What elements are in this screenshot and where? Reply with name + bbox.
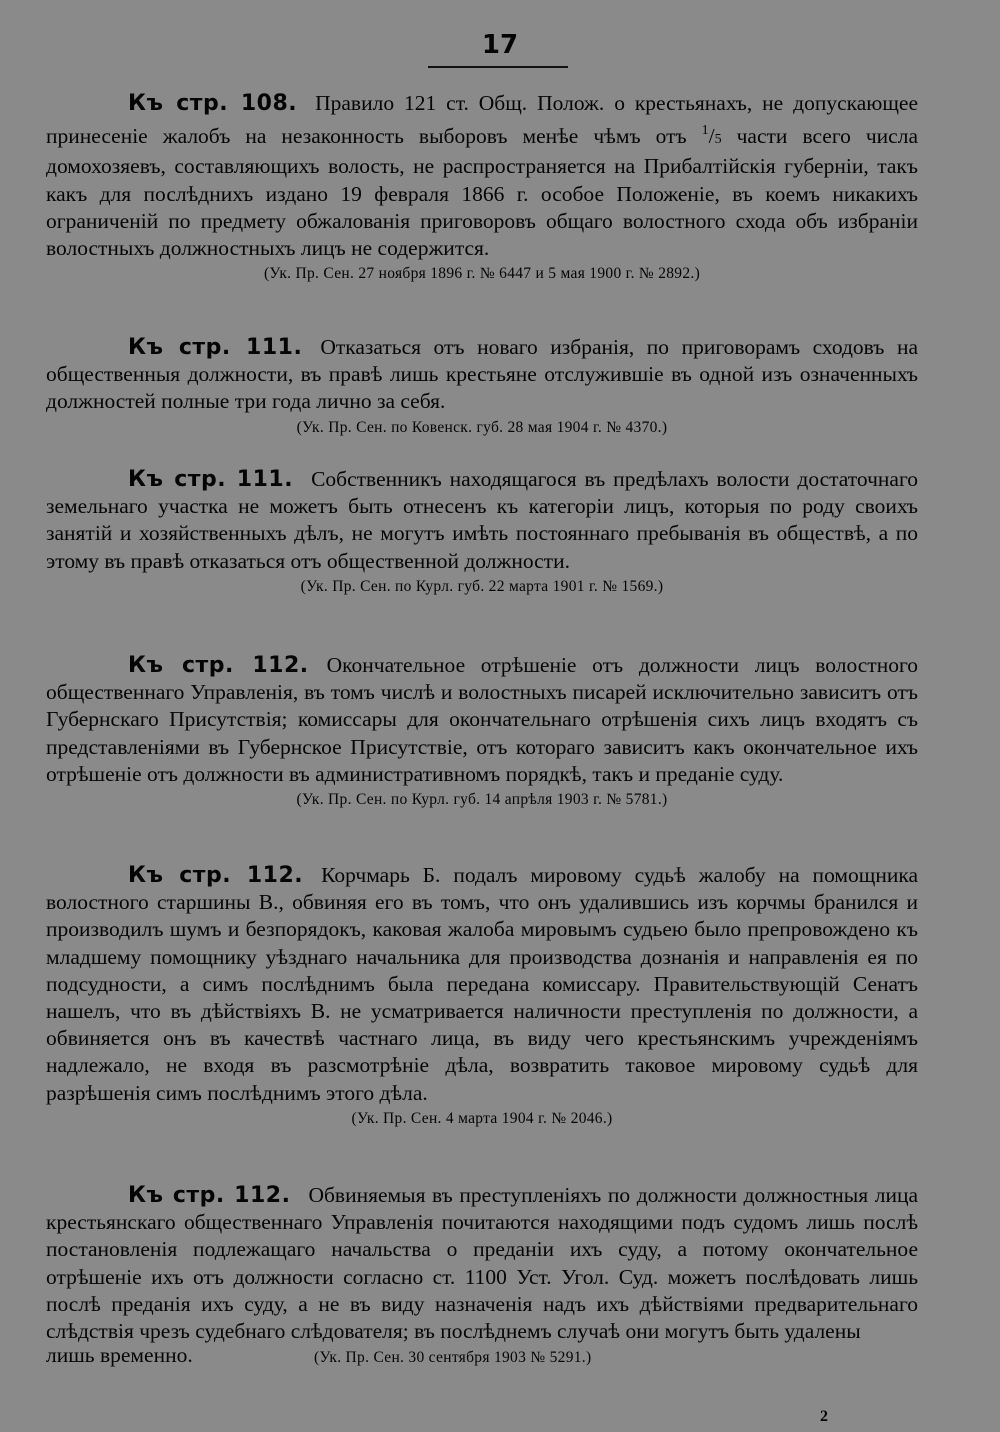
entry-1-citation: (Ук. Пр. Сен. 27 ноября 1896 г. № 6447 и 5 мая 1900 г. № 2892.) — [263, 265, 701, 283]
entry-1-body-end: части всего числа домохозяевъ, составляющихъ волость, не распространяется на Прибалтійскія губерніи, такъ какъ для послѣднихъ издано 19 февраля 1866 г. особое Положеніе, въ коемъ никакихъ ограниченій по предмету обжалованія приговоровъ общаго волостного схода объ избраніи волостныхъ должностныхъ лицъ не содержится. — [46, 124, 919, 261]
entry-6-ref: Къ стр. 112. — [128, 1183, 291, 1208]
entry-2 — [46, 334, 918, 438]
entry-5-text — [46, 862, 918, 1107]
entry-4 — [46, 652, 918, 810]
entry-4-text — [46, 652, 918, 788]
entry-3-body: Собственникъ находящагося въ предѣлахъ волости достаточнаго земельнаго участка не можетъ быть отнесенъ къ категоріи лицъ, которыя по роду своихъ занятій и хозяйственныхъ дѣлъ, не могутъ имѣть постояннаго пребыванія въ обществѣ, а по этому въ правѣ отказаться отъ общественной должности. — [46, 467, 918, 573]
entry-3-text — [46, 466, 918, 575]
entry-5-ref: Къ стр. 112. — [128, 863, 304, 888]
entry-6-last-row — [46, 1345, 918, 1372]
entry-4-citation: (Ук. Пр. Сен. по Курл. губ. 14 апрѣля 1903 г. № 5781.) — [296, 791, 668, 809]
entry-1-ref: Къ стр. 108. — [128, 91, 298, 116]
entry-5 — [46, 862, 918, 1129]
entry-5-body: Корчмарь Б. подалъ мировому судьѣ жалобу на помощника волостного старшины В., обвиняя его въ томъ, что онъ удалившись изъ корчмы бранился и производилъ шумъ и безпорядокъ, каковая жалоба мировымъ судьею было препровождено къ младшему помощнику уѣзднаго начальника для производства дознанія и направленія ея по подсудности, а симъ послѣднимъ была передана комиссару. Правительствующій Сенатъ нашелъ, что въ дѣйствіяхъ В. не усматривается наличности преступленія по должности, а обвиняется онъ въ качествѣ частнаго лица, въ виду чего крестьянскимъ учрежденіямъ надлежало, не входя въ разсмотрѣніе дѣла, возвратить таковое мировому судьѣ для разрѣшенія симъ послѣднимъ этого дѣла. — [46, 863, 918, 1105]
page-number: 17 — [481, 30, 519, 60]
entry-5-citation: (Ук. Пр. Сен. 4 марта 1904 г. № 2046.) — [351, 1109, 613, 1127]
entry-1 — [46, 90, 918, 284]
entry-6-last-words: лишь временно. — [46, 1343, 193, 1368]
signature-mark: 2 — [820, 1408, 828, 1425]
entry-3-citation: (Ук. Пр. Сен. по Курл. губ. 22 марта 1901 г. № 1569.) — [300, 577, 664, 595]
entry-6 — [46, 1182, 918, 1372]
entry-1-body-start: Правило 121 ст. Общ. Полож. о крестьянахъ, не допускающее принесеніе жалобъ на незаконность выборовъ менѣе чѣмъ отъ — [46, 91, 918, 149]
entry-1-text: Къ стр. 108. Правило 121 ст. Общ. Полож. о крестьянахъ, не допускающее принесеніе жалобъ на незаконность выборовъ менѣе чѣмъ отъ $^1$/5 части всего числа домохозяевъ, составляющихъ волость, не распространяется на Прибалтійскія губерніи, такъ какъ для послѣднихъ издано 19 февраля 1866 г. особое Положеніе, въ коемъ никакихъ ограниченій по предмету обжалованія приговоровъ общаго волостного схода объ избраніи волостныхъ должностныхъ лицъ не содержится. — [46, 91, 919, 261]
entry-6-text — [46, 1182, 918, 1345]
entry-6-citation: (Ук. Пр. Сен. 30 сентября 1903 № 5291.) — [314, 1349, 592, 1367]
entry-4-body: Окончательное отрѣшеніе отъ должности лицъ волостного общественнаго Управленія, въ томъ числѣ и волостныхъ писарей исключительно зависитъ отъ Губернскаго Присутствія; комиссары для окончательнаго отрѣшенія сихъ лицъ входятъ съ представленіями въ Губернское Присутствіе, отъ котораго зависитъ какъ окончательное ихъ отрѣшеніе отъ должности въ административномъ порядкѣ, такъ и преданіе суду. — [46, 653, 918, 786]
entry-2-text — [46, 334, 918, 416]
fraction-numerator: 1 — [701, 123, 709, 139]
entry-3-ref: Къ стр. 111. — [128, 467, 294, 492]
entry-4-ref: Къ стр. 112. — [128, 653, 309, 678]
entry-3 — [46, 466, 918, 597]
entry-2-citation: (Ук. Пр. Сен. по Ковенск. губ. 28 мая 1904 г. № 4370.) — [296, 418, 668, 436]
entry-2-ref: Къ стр. 111. — [128, 335, 303, 360]
entry-2-body: Отказаться отъ новаго избранія, по приговорамъ сходовъ на общественныя должности, въ правѣ лишь крестьяне отслужившіе въ одной изъ означенныхъ должностей полные три года лично за себя. — [46, 335, 918, 414]
fraction-denominator: 5 — [714, 132, 722, 148]
page-number-rule — [428, 66, 568, 68]
entry-6-body: Обвиняемыя въ преступленіяхъ по должности должностныя лица крестьянскаго общественнаго Управленія почитаются находящими подъ судомъ лишь послѣ постановленія подлежащаго начальства о преданіи ихъ суду, а потому окончательное отрѣшеніе ихъ отъ должности согласно ст. 1100 Уст. Угол. Суд. можетъ послѣдовать лишь послѣ преданія ихъ суду, а не въ виду назначенія надъ ихъ дѣйствіями предварительнаго слѣдствія чрезъ судебнаго слѣдователя; въ послѣднемъ случаѣ они могутъ быть удалены — [46, 1183, 918, 1344]
